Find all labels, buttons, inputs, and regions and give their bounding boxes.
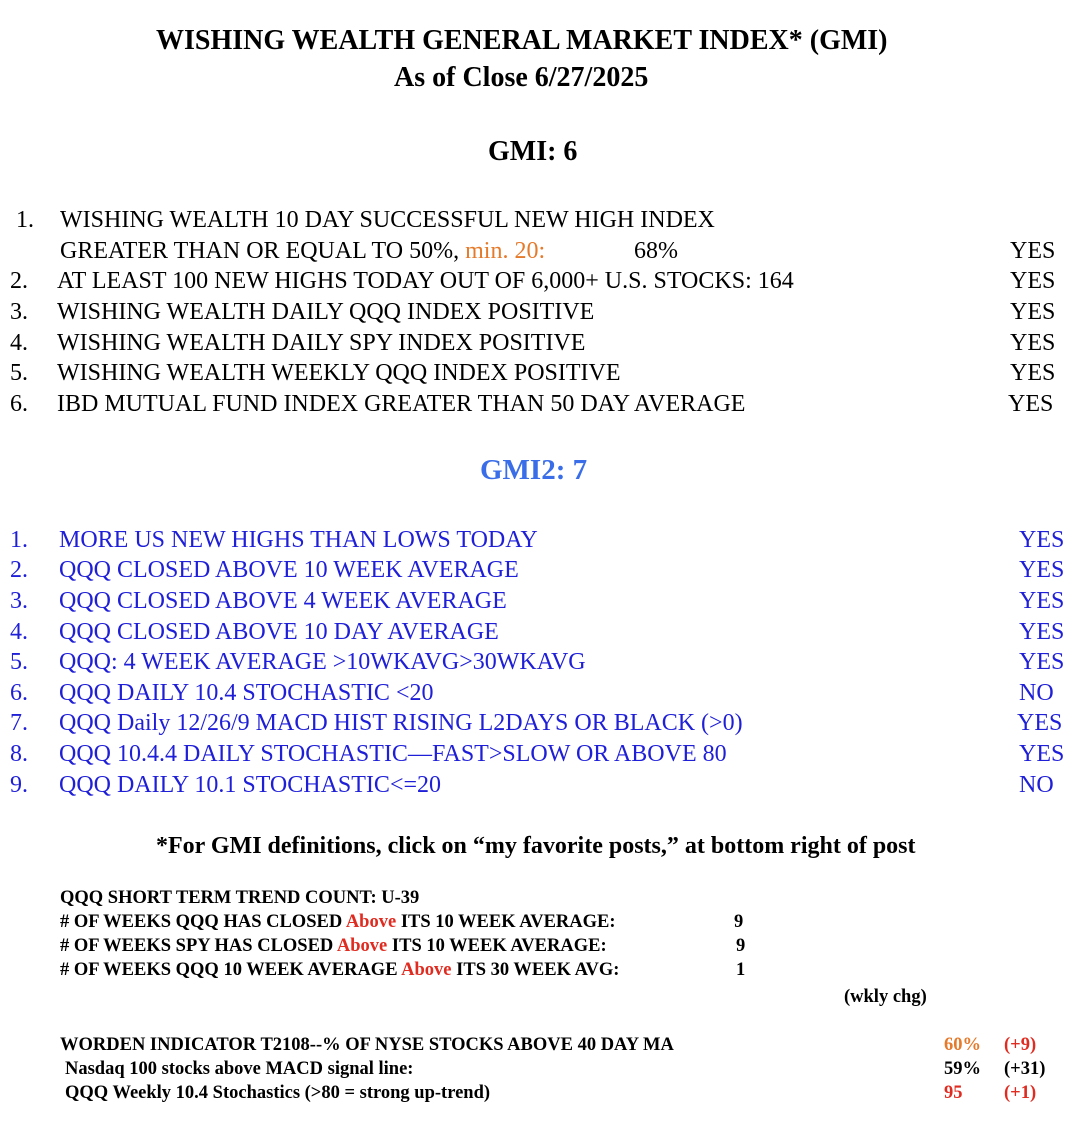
above-keyword: Above: [345, 912, 397, 932]
gmi2-item-answer: YES: [1019, 557, 1065, 583]
gmi2-score: GMI2: 7: [480, 454, 588, 486]
gmi-min-threshold: min. 20:: [465, 238, 546, 264]
gmi2-item-answer: YES: [1019, 588, 1065, 614]
gmi-item-answer: YES: [1010, 238, 1056, 264]
gmi-item-number: 5.: [10, 360, 28, 386]
trend-text: # OF WEEKS QQQ HAS CLOSED: [60, 912, 343, 932]
trend-value: 9: [734, 912, 744, 932]
trend-text: ITS 30 WEEK AVG:: [456, 960, 620, 980]
gmi-item-answer: YES: [1008, 391, 1054, 417]
gmi-item-number: 3.: [10, 299, 28, 325]
gmi2-item-answer: YES: [1019, 527, 1065, 553]
qqq-weeks-above-10wk: [60, 912, 616, 933]
gmi-item-answer: YES: [1010, 299, 1056, 325]
trend-value: 9: [736, 936, 746, 956]
gmi2-item-number: 8.: [10, 741, 28, 767]
gmi2-item-text: QQQ DAILY 10.1 STOCHASTIC<=20: [59, 772, 442, 798]
gmi2-item-text: MORE US NEW HIGHS THAN LOWS TODAY: [59, 527, 538, 553]
gmi-item-number: 4.: [10, 330, 28, 356]
spy-weeks-above-10wk: [60, 936, 607, 957]
above-keyword: Above: [401, 960, 452, 980]
trend-text: # OF WEEKS QQQ 10 WEEK AVERAGE: [60, 960, 398, 980]
definitions-note: *For GMI definitions, click on “my favorite posts,” at bottom right of post: [156, 833, 916, 859]
gmi2-item-number: 2.: [10, 557, 28, 583]
gmi-item-number: 1.: [16, 207, 34, 233]
gmi2-item-number: 9.: [10, 772, 28, 798]
as-of-date: As of Close 6/27/2025: [394, 62, 649, 93]
gmi2-item-number: 6.: [10, 680, 28, 706]
gmi2-item-answer: NO: [1019, 772, 1054, 798]
gmi-item-text: WISHING WEALTH DAILY SPY INDEX POSITIVE: [57, 330, 586, 356]
weekly-change-header: (wkly chg): [844, 987, 927, 1007]
trend-text: ITS 10 WEEK AVERAGE:: [391, 936, 607, 956]
gmi2-item-number: 3.: [10, 588, 28, 614]
gmi2-item-text: QQQ CLOSED ABOVE 4 WEEK AVERAGE: [59, 588, 507, 614]
gmi2-item-number: 1.: [10, 527, 28, 553]
gmi-item-text: IBD MUTUAL FUND INDEX GREATER THAN 50 DAY AVERAGE: [57, 391, 746, 417]
gmi-item-text: WISHING WEALTH 10 DAY SUCCESSFUL NEW HIGH INDEX: [60, 207, 715, 233]
gmi2-item-text: QQQ DAILY 10.4 STOCHASTIC <20: [59, 680, 434, 706]
gmi2-item-answer: YES: [1019, 619, 1065, 645]
gmi2-item-text: QQQ Daily 12/26/9 MACD HIST RISING L2DAYS OR BLACK (>0): [59, 710, 743, 736]
gmi2-item-answer: YES: [1019, 649, 1065, 675]
indicator-label: WORDEN INDICATOR T2108--% OF NYSE STOCKS ABOVE 40 DAY MA: [60, 1035, 674, 1055]
gmi2-item-number: 4.: [10, 619, 28, 645]
indicator-label: QQQ Weekly 10.4 Stochastics (>80 = strong up-trend): [65, 1083, 491, 1103]
above-keyword: Above: [336, 936, 388, 956]
trend-text: # OF WEEKS SPY HAS CLOSED: [60, 936, 334, 956]
indicator-change: (+9): [1004, 1035, 1037, 1055]
gmi-item-text-part: GREATER THAN OR EQUAL TO 50%,: [60, 238, 460, 264]
indicator-label: Nasdaq 100 stocks above MACD signal line:: [65, 1059, 414, 1079]
trend-value: 1: [736, 960, 746, 980]
gmi-item-text: WISHING WEALTH WEEKLY QQQ INDEX POSITIVE: [57, 360, 621, 386]
gmi-item-value: 68%: [634, 238, 678, 264]
gmi-item-number: 2.: [10, 268, 28, 294]
gmi2-item-text: QQQ 10.4.4 DAILY STOCHASTIC—FAST>SLOW OR ABOVE 80: [59, 741, 727, 767]
gmi-item-number: 6.: [10, 391, 28, 417]
gmi2-item-text: QQQ CLOSED ABOVE 10 WEEK AVERAGE: [59, 557, 519, 583]
indicator-change: (+1): [1004, 1083, 1037, 1103]
short-term-trend-count: QQQ SHORT TERM TREND COUNT: U-39: [60, 888, 420, 908]
trend-text: ITS 10 WEEK AVERAGE:: [400, 912, 616, 932]
gmi-item-answer: YES: [1010, 268, 1056, 294]
page-title: WISHING WEALTH GENERAL MARKET INDEX* (GMI): [156, 25, 888, 56]
gmi2-item-number: 7.: [10, 710, 28, 736]
gmi-item-answer: YES: [1010, 360, 1056, 386]
gmi2-item-answer: YES: [1019, 741, 1065, 767]
gmi2-item-answer: YES: [1017, 710, 1063, 736]
gmi-item-text: AT LEAST 100 NEW HIGHS TODAY OUT OF 6,000+ U.S. STOCKS: 164: [57, 268, 794, 294]
gmi2-item-answer: NO: [1019, 680, 1054, 706]
gmi-score: GMI: 6: [488, 136, 578, 167]
gmi-item-answer: YES: [1010, 330, 1056, 356]
indicator-value: 95: [944, 1083, 963, 1103]
indicator-value: 59%: [944, 1059, 981, 1079]
indicator-value: 60%: [944, 1035, 981, 1055]
gmi2-item-number: 5.: [10, 649, 28, 675]
gmi-item-text-line2: [60, 238, 545, 265]
indicator-change: (+31): [1004, 1059, 1046, 1079]
gmi2-item-text: QQQ: 4 WEEK AVERAGE >10WKAVG>30WKAVG: [59, 649, 586, 675]
gmi2-item-text: QQQ CLOSED ABOVE 10 DAY AVERAGE: [59, 619, 499, 645]
gmi-item-text: WISHING WEALTH DAILY QQQ INDEX POSITIVE: [57, 299, 595, 325]
qqq-10wk-above-30wk: [60, 960, 619, 981]
